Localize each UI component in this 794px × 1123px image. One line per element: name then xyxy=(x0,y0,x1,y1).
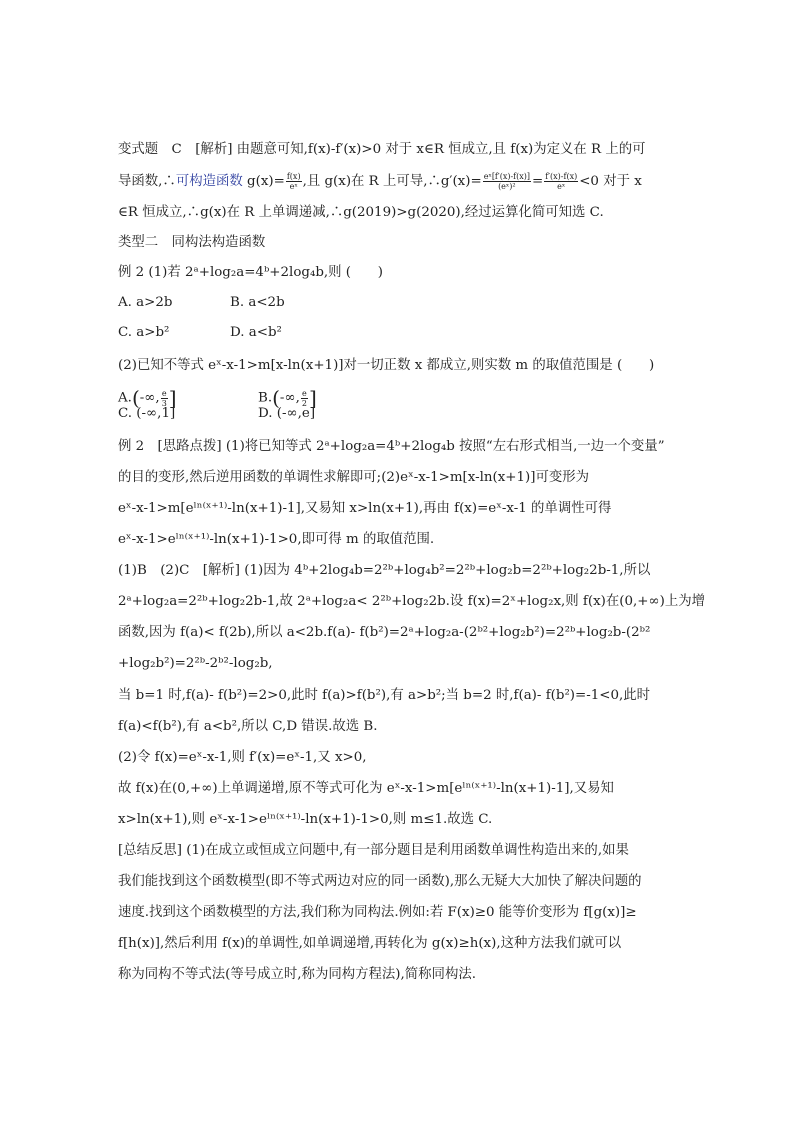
hint-line-3: eˣ-x-1>m[eˡⁿ⁽ˣ⁺¹⁾-ln(x+1)-1],又易知 x>ln(x+1),再由 f(x)=eˣ-x-1 的单调性可得 xyxy=(118,501,612,516)
option-c2: C. (-∞,1] xyxy=(118,406,176,421)
numerator: eˣ[f′(x)-f(x)] xyxy=(483,172,531,181)
variant-line-1: 变式题 C [解析] 由题意可知,f(x)-f′(x)>0 对于 x∈R 恒成立,且 f(x)为定义在 R 上的可 xyxy=(118,142,646,157)
solution-line-6: f(a)<f(b²),有 a<b²,所以 C,D 错误.故选 B. xyxy=(118,719,378,734)
solution-line-8: 故 f(x)在(0,+∞)上单调递增,原不等式可化为 eˣ-x-1>m[eˡⁿ⁽ˣ⁺¹⁾-ln(x+1)-1],又易知 xyxy=(118,781,614,796)
bracket-close: ] xyxy=(308,386,317,410)
fraction xyxy=(544,172,578,191)
denominator: 3 xyxy=(161,398,167,408)
numerator: e xyxy=(302,388,307,398)
bracket-open: ( xyxy=(131,386,140,410)
bracket-close: ] xyxy=(168,386,177,410)
text: g(x)= xyxy=(242,174,285,189)
section-heading: 类型二 同构法构造函数 xyxy=(118,235,266,250)
denominator: 2 xyxy=(301,398,307,408)
option-a: A. a>2b xyxy=(118,295,173,310)
solution-line-5: 当 b=1 时,f(a)- f(b²)=2>0,此时 f(a)>f(b²),有 a>b²;当 b=2 时,f(a)- f(b²)=-1<0,此时 xyxy=(118,688,651,703)
fraction xyxy=(286,172,302,191)
solution-line-1: (1)B (2)C [解析] (1)因为 4ᵇ+2log₄b=2²ᵇ+log₄b²=2²ᵇ+log₂b=2²ᵇ+log₂2b-1,所以 xyxy=(118,563,651,578)
text: -∞, xyxy=(279,390,300,406)
example-2-question-1: 例 2 (1)若 2ᵃ+log₂a=4ᵇ+2log₄b,则 ( ) xyxy=(118,265,384,280)
solution-line-9: x>ln(x+1),则 eˣ-x-1>eˡⁿ⁽ˣ⁺¹⁾-ln(x+1)-1>0,则 m≤1.故选 C. xyxy=(118,812,493,827)
fraction xyxy=(483,172,531,191)
summary-line-1: [总结反思] (1)在成立或恒成立问题中,有一部分题目是利用函数单调性构造出来的,如果 xyxy=(118,843,629,858)
numerator: e xyxy=(161,388,167,398)
text: = xyxy=(532,174,544,189)
summary-line-4: f[h(x)],然后利用 f(x)的单调性,如单调递增,再转化为 g(x)≥h(x),这种方法我们就可以 xyxy=(118,936,622,951)
option-b: B. a<2b xyxy=(230,295,285,310)
denominator: eˣ xyxy=(557,182,566,191)
hint-line-2: 的目的变形,然后逆用函数的单调性求解即可;(2)eˣ-x-1>m[x-ln(x+1)]可变形为 xyxy=(118,470,590,485)
text: 导函数,∴ xyxy=(118,174,176,189)
solution-line-4: +log₂b²)=2²ᵇ-2ᵇ²-log₂b, xyxy=(118,656,273,671)
option-d: D. a<b² xyxy=(230,325,282,340)
solution-line-2: 2ᵃ+log₂a=2²ᵇ+log₂2b-1,故 2ᵃ+log₂a< 2²ᵇ+log₂2b.设 f(x)=2ˣ+log₂x,则 f(x)在(0,+∞)上为增 xyxy=(118,594,706,609)
bracket-open: ( xyxy=(272,386,280,410)
option-d2: D. (-∞,e] xyxy=(258,406,316,421)
summary-line-5: 称为同构不等式法(等号成立时,称为同构方程法),简称同构法. xyxy=(118,967,476,982)
variant-line-2 xyxy=(118,172,688,192)
denominator: eˣ xyxy=(289,182,298,191)
summary-line-3: 速度.找到这个函数模型的方法,我们称为同构法.例如:若 F(x)≥0 能等价变形为 f[g(x)]≥ xyxy=(118,905,637,920)
solution-line-3: 函数,因为 f(a)< f(2b),所以 a<2b.f(a)- f(b²)=2ᵃ+log₂a-(2ᵇ²+log₂b²)=2²ᵇ+log₂b-(2ᵇ² xyxy=(118,625,651,640)
numerator: f(x) xyxy=(286,172,301,181)
text: ,且 g(x)在 R 上可导,∴g′(x)= xyxy=(302,174,482,189)
example-2-question-2: (2)已知不等式 eˣ-x-1>m[x-ln(x+1)]对一切正数 x 都成立,则实数 m 的取值范围是 ( ) xyxy=(118,358,655,373)
numerator: f′(x)-f(x) xyxy=(545,172,578,181)
variant-line-3: ∈R 恒成立,∴g(x)在 R 上单调递减,∴g(2019)>g(2020),经过运算化简可知选 C. xyxy=(118,205,604,220)
option-label: A. xyxy=(118,390,132,406)
denominator: (eˣ)² xyxy=(498,182,516,191)
hint-line-1: 例 2 [思路点拨] (1)将已知等式 2ᵃ+log₂a=4ᵇ+2log₄b 按照“左右形式相当,一边一个变量” xyxy=(118,439,665,454)
text: <0 对于 x xyxy=(579,174,642,189)
highlight-text: 可构造函数 xyxy=(175,174,243,189)
solution-line-7: (2)令 f(x)=eˣ-x-1,则 f′(x)=eˣ-1,又 x>0, xyxy=(118,750,367,765)
hint-line-4: eˣ-x-1>eˡⁿ⁽ˣ⁺¹⁾-ln(x+1)-1>0,即可得 m 的取值范围. xyxy=(118,532,435,547)
text: -∞, xyxy=(139,390,160,406)
summary-line-2: 我们能找到这个函数模型(即不等式两边对应的同一函数),那么无疑大大加快了解决问题的 xyxy=(118,874,642,889)
option-label: B. xyxy=(258,390,273,406)
option-c: C. a>b² xyxy=(118,325,170,340)
